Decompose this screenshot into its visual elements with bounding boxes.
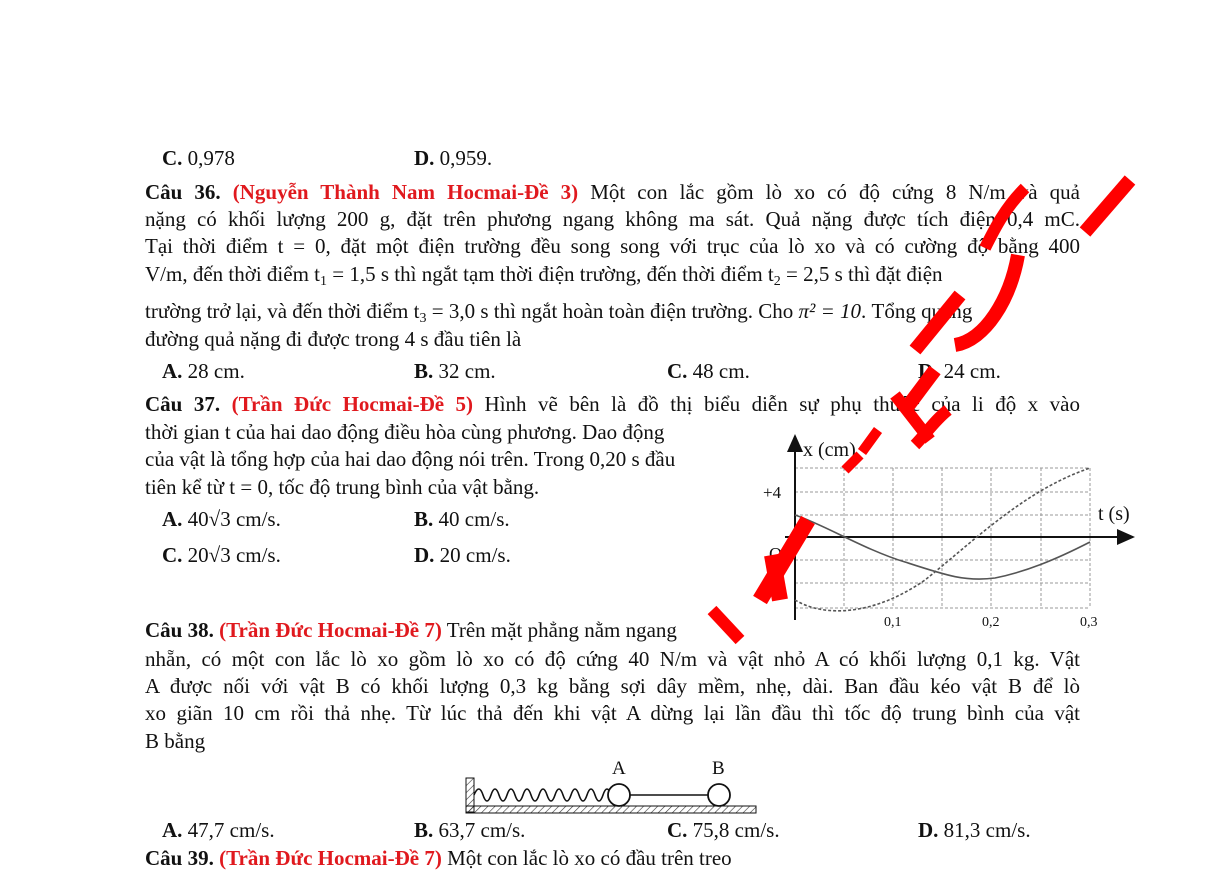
q36-option-a: A. 28 cm. — [162, 359, 245, 383]
q36-line-2: nặng có khối lượng 200 g, đặt trên phương ngang không ma sát. Quả nặng được tích điện 0,4 mC. — [145, 207, 1080, 231]
q37-option-a: A. 40√3 cm/s. — [162, 507, 281, 531]
q36-label: Câu 36. — [145, 180, 221, 204]
q38-line-5: B bằng — [145, 729, 206, 753]
q36-line-3: Tại thời điểm t = 0, đặt một điện trường đều song song với trục của lò xo và có cường độ bằng 400 — [145, 234, 1080, 258]
y-tick-pos: +4 — [763, 483, 782, 502]
q36-line-5: trường trở lại, và đến thời điểm $t_3 = 3,0$ s thì ngắt hoàn toàn điện trường. Cho π² = 10. Tổng quãng — [145, 299, 973, 326]
q38-line-2: nhẵn, có một con lắc lò xo gồm lò xo có độ cứng 40 N/m và vật nhỏ A có khối lượng 0,1 kg. Vật — [145, 647, 1080, 671]
y-tick-neg: −4 — [767, 573, 786, 592]
x-tick-label: 0,3 — [1080, 615, 1098, 630]
prev-option-d: D. 0,959. — [414, 146, 493, 170]
q37-line-1: Câu 37. (Trần Đức Hocmai-Đề 5) Hình vẽ bên là đồ thị biểu diễn sự phụ thuộc của li độ x vào — [145, 392, 1080, 416]
q39-partial-line: Câu 39. (Trần Đức Hocmai-Đề 7) Một con lắc lò xo có đầu trên treo — [145, 846, 732, 870]
q37-option-c: C. 20√3 cm/s. — [162, 543, 281, 567]
q36-option-d: D. 24 cm. — [918, 359, 1001, 383]
pi-squared-equation: π² = 10 — [798, 299, 862, 323]
origin-label: O — [769, 544, 782, 564]
x-tick-label: 0,2 — [982, 615, 1000, 630]
q38-line-3: A được nối với vật B có khối lượng 0,3 kg bằng sợi dây mềm, nhẹ, dài. Ban đầu kéo vật B để lò — [145, 674, 1080, 698]
q38-label: Câu 38. — [145, 618, 214, 642]
q36-source: (Nguyễn Thành Nam Hocmai-Đề 3) — [232, 180, 579, 204]
q37-line-2: thời gian t của hai dao động điều hòa cùng phương. Dao động — [145, 420, 665, 444]
q37-line-4: tiên kể từ t = 0, tốc độ trung bình của vật bằng. — [145, 475, 540, 499]
q37-option-b: B. 40 cm/s. — [414, 507, 510, 531]
q37-option-d: D. 20 cm/s. — [414, 543, 511, 567]
x-tick-label: 0,1 — [884, 615, 902, 630]
q38-option-a: A. 47,7 cm/s. — [162, 818, 275, 842]
q37-source: (Trần Đức Hocmai-Đề 5) — [231, 392, 474, 416]
mass-a-label: A — [612, 758, 626, 779]
x-axis-label: t (s) — [1098, 503, 1130, 525]
q38-line-1: Câu 38. (Trần Đức Hocmai-Đề 7) Trên mặt phẳng nằm ngang — [145, 618, 677, 642]
q38-option-d: D. 81,3 cm/s. — [918, 818, 1031, 842]
q36-option-c: C. 48 cm. — [667, 359, 750, 383]
q38-option-c: C. 75,8 cm/s. — [667, 818, 780, 842]
q36-line-1: Câu 36. (Nguyễn Thành Nam Hocmai-Đề 3) Một con lắc gồm lò xo có độ cứng 8 N/m và quả — [145, 180, 1081, 204]
y-axis-label: x (cm) — [803, 439, 856, 461]
q37-line-3: của vật là tổng hợp của hai dao động nói trên. Trong 0,20 s đầu — [145, 447, 676, 471]
q38-source: (Trần Đức Hocmai-Đề 7) — [219, 618, 442, 642]
q36-line-6: đường quả nặng đi được trong 4 s đầu tiên là — [145, 327, 522, 351]
prev-option-c: C. 0,978 — [162, 146, 235, 170]
q37-label: Câu 37. — [145, 392, 221, 416]
q38-option-b: B. 63,7 cm/s. — [414, 818, 526, 842]
q36-line-4: V/m, đến thời điểm $t_1 = 1,5$ s thì ngắt tạm thời điện trường, đến thời điểm $t_2 = 2,5$ s thì đặt điện — [145, 262, 943, 289]
q38-line-4: xo giãn 10 cm rồi thả nhẹ. Từ lúc thả đến khi vật A dừng lại lần đầu thì tốc độ trung bình của vật — [145, 701, 1080, 725]
mass-b-label: B — [712, 758, 725, 779]
q36-option-b: B. 32 cm. — [414, 359, 496, 383]
